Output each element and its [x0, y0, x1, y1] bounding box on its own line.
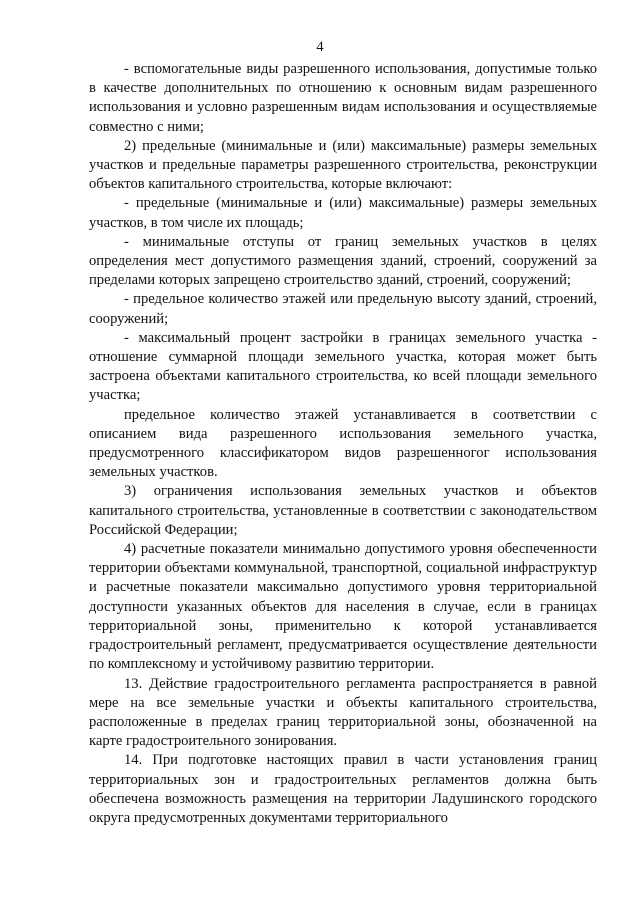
paragraph-item-3-restrictions: 3) ограничения использования земельных участков и объектов капитального строительства, установленные в соответствии с законодательством Российской Федерации;: [89, 483, 597, 538]
paragraph-minimum-setbacks: - минимальные отступы от границ земельных участков в целях определения мест допустимого размещения зданий, строений, сооружений за пределами которых запрещено строительство зданий, строений, сооружений;: [89, 233, 597, 289]
paragraph-item-2-limit-sizes: 2) предельные (минимальные и (или) максимальные) размеры земельных участков и предельные параметры разрешенного строительства, реконструкции объектов капитального строительства, которые включают:: [89, 137, 597, 193]
paragraph-floor-count: - предельное количество этажей или предельную высоту зданий, строений, сооружений;: [89, 291, 597, 327]
body-text: [89, 60, 597, 828]
paragraph-plot-sizes: - предельные (минимальные и (или) максимальные) размеры земельных участков, в том числе их площадь;: [89, 195, 597, 231]
paragraph-auxiliary-uses: - вспомогательные виды разрешенного использования, допустимые только в качестве дополнительных по отношению к основным видам разрешенного использования и условно разрешенным видам использования и осуществляемые совместно с ними;: [89, 61, 597, 135]
paragraph-item-4-indicators: 4) расчетные показатели минимально допустимого уровня обеспеченности территории объектами коммунальной, транспортной, социальной инфраструктур и расчетные показатели максимально допустимого уровня территориальной доступности указанных объектов для населения в случае, если в границах территориальной зоны, применительно к которой устанавливается градостроительный регламент, предусматривается осуществление деятельности по комплексному и устойчивому развитию территории.: [89, 541, 597, 673]
paragraph-13-regulation-scope: 13. Действие градостроительного регламента распространяется в равной мере на все земельные участки и объекты капитального строительства, расположенные в пределах границ территориальной зоны, обозначенной на карте градостроительного зонирования.: [89, 675, 597, 750]
paragraph-floor-count-rule: предельное количество этажей устанавливается в соответствии с описанием вида разрешенного использования земельного участка, предусмотренного классификатором видов разрешенногог использования земельных участков.: [89, 406, 597, 481]
paragraph-max-coverage: - максимальный процент застройки в границах земельного участка - отношение суммарной площади земельного участка, которая может быть застроена объектами капитального строительства, ко всей площади земельного участка;: [89, 329, 597, 404]
page-number: 4: [316, 39, 324, 55]
paragraph-14-rules-preparation: 14. При подготовке настоящих правил в части установления границ территориальных зон и градостроительных регламентов должна быть обеспечена возможность размещения на территории Ладушинского городского округа предусмотренных документами территориального: [89, 752, 597, 826]
